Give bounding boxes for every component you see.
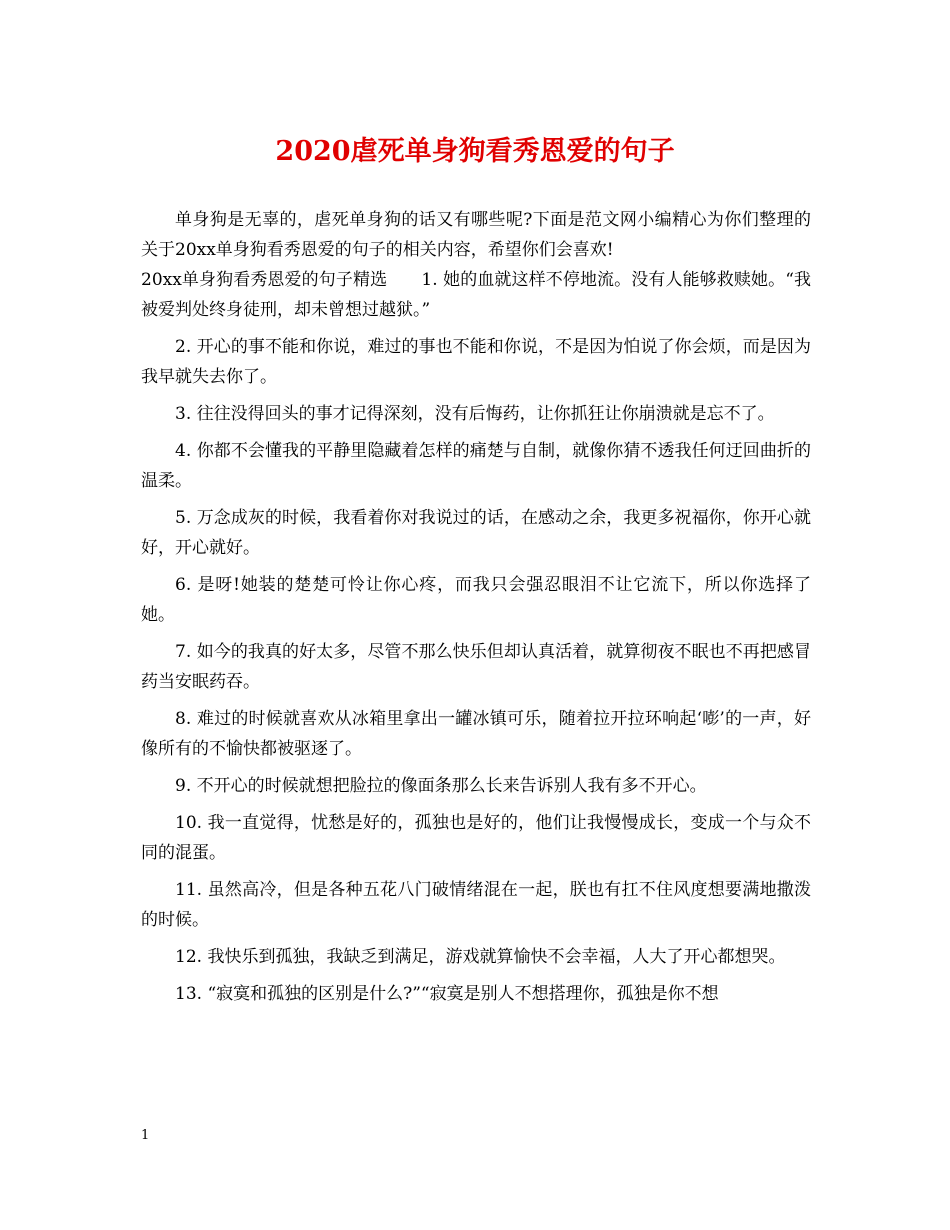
paragraph-6: 6. 是呀!她装的楚楚可怜让你心疼，而我只会强忍眼泪不让它流下，所以你选择了她。 — [141, 575, 811, 625]
paragraph-4: 4. 你都不会懂我的平静里隐藏着怎样的痛楚与自制，就像你猜不透我任何迂回曲折的温柔。 — [141, 441, 811, 491]
paragraph-12: 12. 我快乐到孤独，我缺乏到满足，游戏就算愉快不会幸福，人大了开心都想哭。 — [175, 947, 786, 967]
document-title: 2020虐死单身狗看秀恩爱的句子 — [275, 136, 675, 167]
paragraph-10: 10. 我一直觉得，忧愁是好的，孤独也是好的，他们让我慢慢成长，变成一个与众不同的混蛋。 — [141, 813, 811, 863]
document-body — [141, 205, 811, 1016]
intro-paragraph: 单身狗是无辜的，虐死单身狗的话又有哪些呢?下面是范文网小编精心为你们整理的关于20xx单身狗看秀恩爱的句子的相关内容，希望你们会喜欢! — [141, 210, 811, 260]
paragraph-11: 11. 虽然高冷，但是各种五花八门破情绪混在一起，朕也有扛不住风度想要满地撒泼的时候。 — [141, 880, 811, 930]
paragraph-7: 7. 如今的我真的好太多，尽管不那么快乐但却认真活着，就算彻夜不眠也不再把感冒药当安眠药吞。 — [141, 642, 811, 692]
paragraph-8: 8. 难过的时候就喜欢从冰箱里拿出一罐冰镇可乐，随着拉开拉环响起‘嘭’的一声，好像所有的不愉快都被驱逐了。 — [141, 709, 811, 759]
page-number: 1 — [141, 1128, 150, 1143]
paragraph-5: 5. 万念成灰的时候，我看着你对我说过的话，在感动之余，我更多祝福你，你开心就好，开心就好。 — [141, 508, 811, 558]
paragraph-13: 13. “寂寞和孤独的区别是什么?”“寂寞是别人不想搭理你，孤独是你不想 — [175, 984, 719, 1004]
paragraph-2: 2. 开心的事不能和你说，难过的事也不能和你说，不是因为怕说了你会烦，而是因为我早就失去你了。 — [141, 337, 811, 387]
paragraph-3: 3. 往往没得回头的事才记得深刻，没有后悔药，让你抓狂让你崩溃就是忘不了。 — [175, 404, 775, 424]
paragraph-1: 20xx单身狗看秀恩爱的句子精选 1. 她的血就这样不停地流。没有人能够救赎她。“我被爱判处终身徒刑，却未曾想过越狱。” — [141, 270, 811, 320]
paragraph-9: 9. 不开心的时候就想把脸拉的像面条那么长来告诉别人我有多不开心。 — [175, 776, 707, 796]
